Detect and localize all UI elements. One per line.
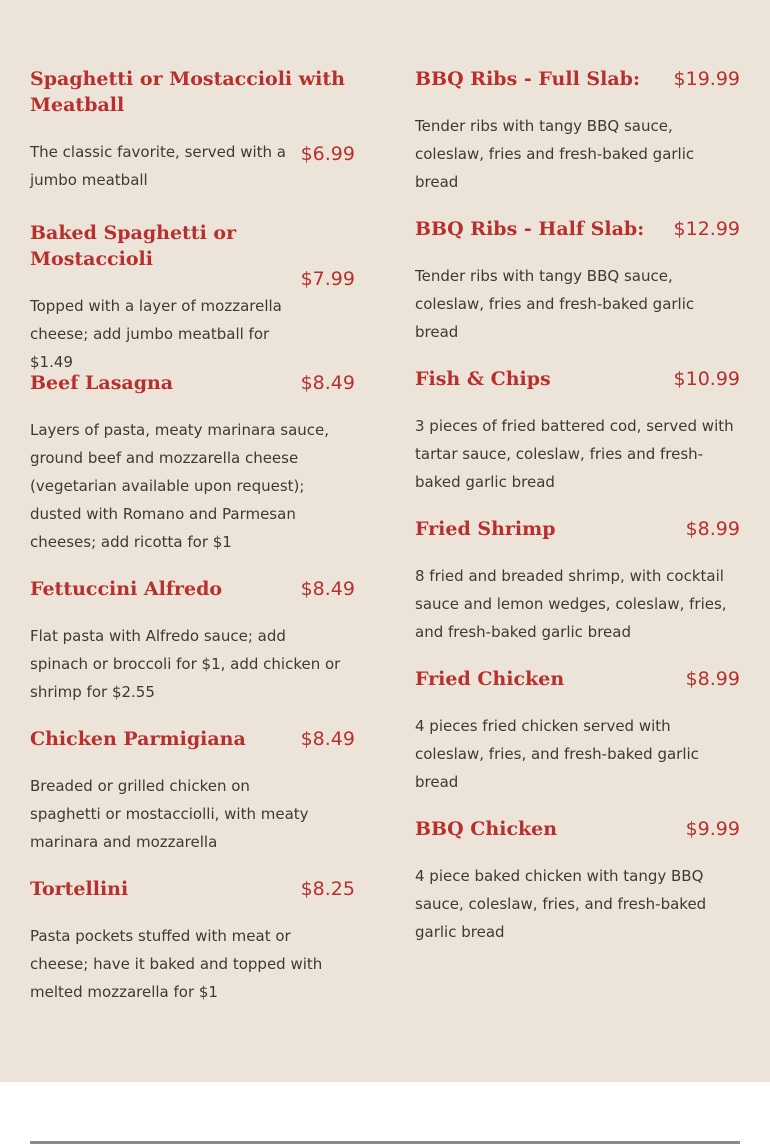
menu-column-right <box>415 66 740 966</box>
item-price: $7.99 <box>300 268 355 290</box>
item-description: 8 fried and breaded shrimp, with cocktail sauce and lemon wedges, coleslaw, fries, and fresh-baked garlic bread <box>415 567 727 641</box>
item-description: 3 pieces of fried battered cod, served with tartar sauce, coleslaw, fries and fresh-baked garlic bread <box>415 417 734 491</box>
item-description: The classic favorite, served with a jumbo meatball <box>30 143 286 189</box>
item-price: $8.49 <box>300 578 355 600</box>
menu-column-left <box>30 66 355 1026</box>
item-price: $8.99 <box>685 668 740 690</box>
menu-item <box>415 816 740 966</box>
menu-item <box>30 220 355 370</box>
item-name: Baked Spaghetti or Mostaccioli <box>30 222 237 270</box>
item-description: Tender ribs with tangy BBQ sauce, coleslaw, fries and fresh-baked garlic bread <box>415 117 695 191</box>
item-name: Chicken Parmigiana <box>30 728 246 750</box>
item-price: $6.99 <box>300 143 355 165</box>
item-name: Beef Lasagna <box>30 372 174 394</box>
item-price: $9.99 <box>685 818 740 840</box>
menu-item <box>30 726 355 876</box>
item-description: 4 pieces fried chicken served with coleslaw, fries, and fresh-baked garlic bread <box>415 717 699 791</box>
menu-item <box>30 66 355 220</box>
menu-item <box>415 666 740 816</box>
item-price: $8.49 <box>300 372 355 394</box>
menu-item <box>30 876 355 1026</box>
item-description: 4 piece baked chicken with tangy BBQ sauce, coleslaw, fries, and fresh-baked garlic bread <box>415 867 707 941</box>
menu-item <box>30 576 355 726</box>
item-price: $10.99 <box>673 368 740 390</box>
item-name: Spaghetti or Mostaccioli with Meatball <box>30 68 345 116</box>
menu-item <box>30 370 355 576</box>
item-name: Fried Shrimp <box>415 518 556 540</box>
menu-item <box>415 516 740 666</box>
item-description: Tender ribs with tangy BBQ sauce, coleslaw, fries and fresh-baked garlic bread <box>415 267 695 341</box>
item-name: BBQ Ribs - Half Slab: <box>415 218 645 240</box>
item-price: $19.99 <box>673 68 740 90</box>
item-description: Pasta pockets stuffed with meat or cheese; have it baked and topped with melted mozzarella for $1 <box>30 927 323 1001</box>
item-name: BBQ Chicken <box>415 818 558 840</box>
footer-divider <box>30 1141 740 1144</box>
item-name: Fish & Chips <box>415 368 551 390</box>
item-description: Topped with a layer of mozzarella cheese; add jumbo meatball for $1.49 <box>30 297 282 371</box>
item-name: Fettuccini Alfredo <box>30 578 223 600</box>
item-price: $12.99 <box>673 218 740 240</box>
item-name: BBQ Ribs - Full Slab: <box>415 68 640 90</box>
menu-item <box>415 366 740 516</box>
menu-item <box>415 66 740 216</box>
item-price: $8.99 <box>685 518 740 540</box>
item-price: $8.49 <box>300 728 355 750</box>
item-name: Fried Chicken <box>415 668 565 690</box>
item-description: Flat pasta with Alfredo sauce; add spinach or broccoli for $1, add chicken or shrimp for $2.55 <box>30 627 341 701</box>
item-price: $8.25 <box>300 878 355 900</box>
menu-item <box>415 216 740 366</box>
item-description: Layers of pasta, meaty marinara sauce, ground beef and mozzarella cheese (vegetarian available upon request); dusted with Romano and Parmesan cheeses; add ricotta for $1 <box>30 421 330 551</box>
item-description: Breaded or grilled chicken on spaghetti or mostacciolli, with meaty marinara and mozzarella <box>30 777 309 851</box>
item-name: Tortellini <box>30 878 129 900</box>
